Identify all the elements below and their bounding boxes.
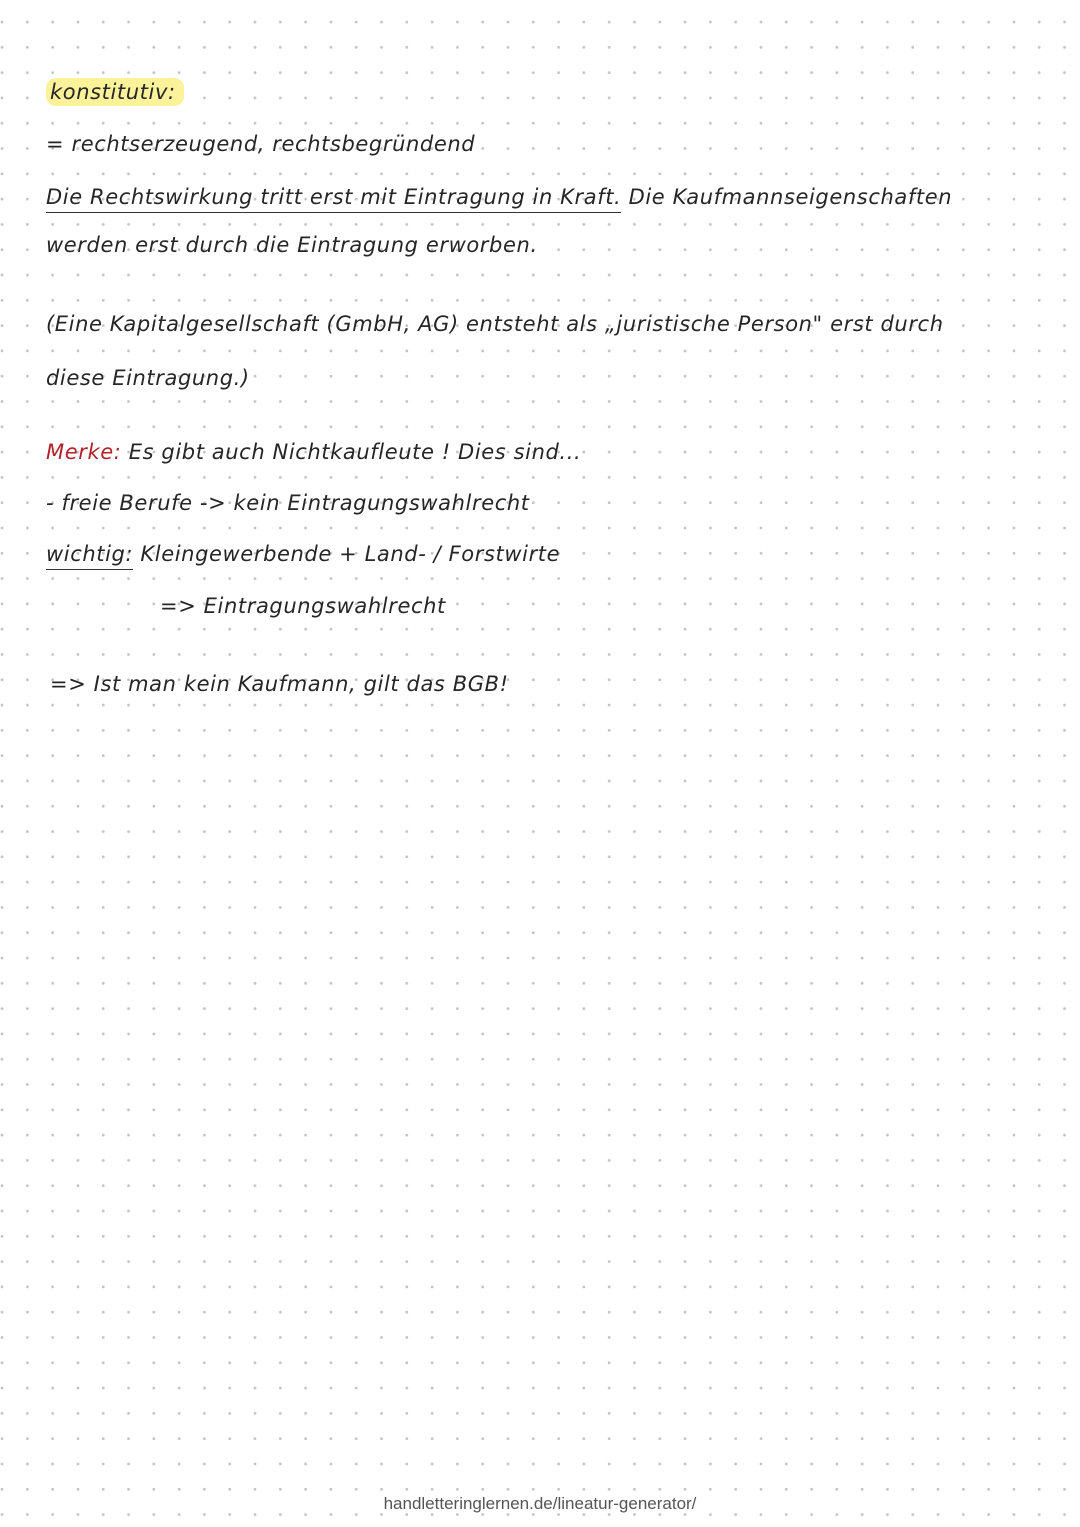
merke-line (46, 440, 581, 464)
heading-konstitutiv: konstitutiv: (46, 78, 184, 106)
footer-url: handletteringlernen.de/lineatur-generator/ (383, 1494, 697, 1513)
rechtswirkung-line (46, 185, 952, 209)
heading-line (46, 80, 184, 104)
freie-berufe-line: - freie Berufe -> kein Eintragungswahlrecht (46, 491, 530, 515)
eintragungswahlrecht-line: => Eintragungswahlrecht (160, 594, 446, 618)
eintragung-line: diese Eintragung.) (46, 366, 250, 390)
bgb-line: => Ist man kein Kaufmann, gilt das BGB! (50, 672, 509, 696)
definition-line: = rechtserzeugend, rechtsbegründend (46, 132, 476, 156)
merke-label: Merke: (46, 440, 122, 464)
erworben-line: werden erst durch die Eintragung erworben. (46, 233, 538, 257)
kaufmannseigenschaften-text: Die Kaufmannseigenschaften (621, 185, 953, 209)
wichtig-line (46, 542, 560, 566)
kapitalgesellschaft-line: (Eine Kapitalgesellschaft (GmbH, AG) entsteht als „juristische Person" erst durch (46, 312, 944, 336)
merke-text: Es gibt auch Nichtkaufleute ! Dies sind... (121, 440, 582, 464)
wichtig-label: wichtig: (46, 542, 133, 570)
underlined-sentence: Die Rechtswirkung tritt erst mit Eintragung in Kraft. (46, 185, 621, 213)
wichtig-text: Kleingewerbende + Land- / Forstwirte (133, 542, 561, 566)
